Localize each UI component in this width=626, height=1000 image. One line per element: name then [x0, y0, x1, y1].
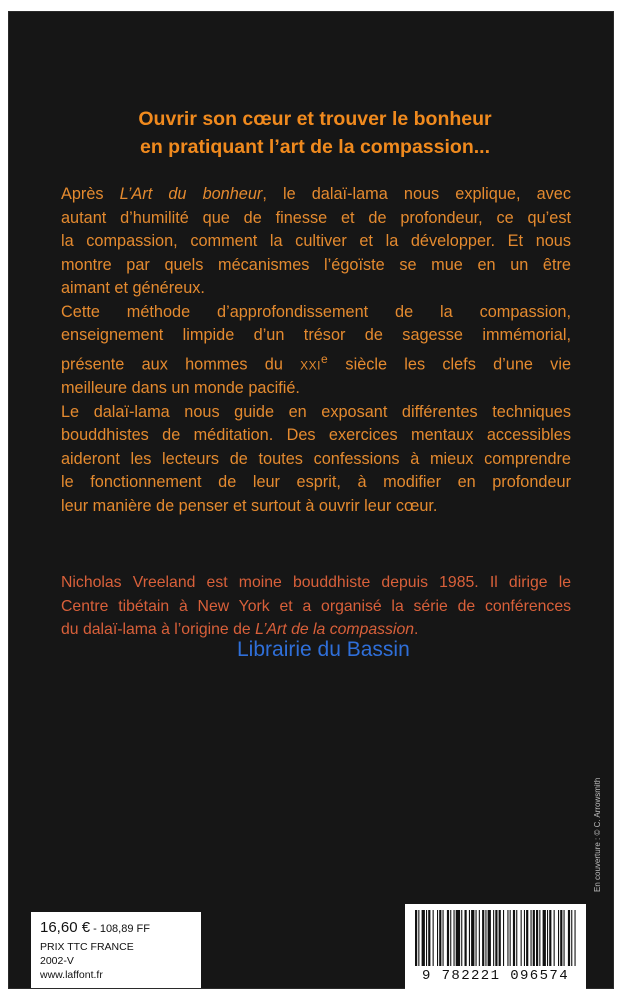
barcode-bar [493, 910, 494, 966]
barcode-bar [564, 910, 565, 966]
century-numeral: XXI [300, 357, 321, 372]
paragraph-3-line-2: bouddhistes de méditation. Des exercices mentaux accessibles [61, 426, 571, 445]
price-label: PRIX TTC FRANCE [40, 941, 134, 953]
author-line-2: Centre tibétain à New York et a organisé la série de conférences [61, 597, 571, 615]
barcode-bar [499, 910, 501, 966]
barcode-bar [456, 910, 460, 966]
barcode-bar [533, 910, 535, 966]
barcode-bar [554, 910, 555, 966]
barcode-bar [488, 910, 491, 966]
barcode-bar [521, 910, 522, 966]
barcode-bar [450, 910, 451, 966]
barcode-bar [443, 910, 444, 966]
paragraph-3-line-5: leur manière de penser et surtout à ouvrir leur cœur. [61, 496, 438, 515]
author-line-3: du dalaï-lama à l’origine de L’Art de la compassion. [61, 621, 419, 638]
barcode-bar [536, 910, 538, 966]
paragraph-2-line-1: Cette méthode d’approfondissement de la compassion, [61, 302, 571, 321]
price-sticker [31, 912, 201, 988]
barcode-bar [539, 910, 540, 966]
paragraph-3-line-3: aideront les lecteurs de toutes confessions à mieux comprendre [61, 449, 571, 468]
price-francs: - 108,89 FF [90, 923, 150, 935]
barcode-bar [543, 910, 546, 966]
barcode-bar [558, 910, 559, 966]
century-superscript: e [321, 351, 329, 366]
barcode-bar [415, 910, 417, 966]
barcode-bar [575, 910, 576, 966]
paragraph-1-line-1: Après L’Art du bonheur, le dalaï-lama nous explique, avec [61, 185, 571, 203]
barcode-bar [568, 910, 570, 966]
author-bio [61, 571, 571, 642]
paragraph-1 [61, 183, 571, 301]
barcode-bar [503, 910, 504, 966]
barcode-bar [531, 910, 532, 966]
barcode-bar [422, 910, 425, 966]
back-cover [9, 12, 613, 988]
barcode-bar [461, 910, 462, 966]
cover-credit: En couverture : © C. Arrowsmith [593, 777, 602, 892]
paragraph-3 [61, 401, 571, 519]
barcode-bar [479, 910, 480, 966]
barcode-digits: 9 782221 096574 [421, 968, 570, 984]
headline-line-2: en pratiquant l’art de la compassion... [140, 136, 490, 158]
paragraph-2-line-4: meilleure dans un monde pacifié. [61, 379, 300, 398]
barcode-bar [471, 910, 474, 966]
barcode-bar [507, 910, 508, 966]
paragraph-2-line-3: présente aux hommes du XXIe siècle les clefs d’une vie [61, 351, 571, 373]
paragraph-2 [61, 301, 571, 401]
barcode-bars [413, 910, 578, 970]
barcode-bar [495, 910, 497, 966]
author-line-1: Nicholas Vreeland est moine bouddhiste depuis 1985. Il dirige le [61, 574, 571, 591]
barcode-bar [549, 910, 551, 966]
price-code: 2002-V [40, 955, 74, 967]
paragraph-1-line-2: autant d’humilité que de finesse et de profondeur, ce qu’est [61, 208, 571, 227]
book-title-art-du-bonheur: L’Art du bonheur [119, 185, 263, 203]
barcode-bar [433, 910, 434, 966]
barcode-bar [526, 910, 528, 966]
paragraph-2-line-2: enseignement limpide d’un trésor de sagesse immémorial, [61, 326, 571, 344]
barcode-bar [476, 910, 477, 966]
publisher-website: www.laffont.fr [40, 969, 103, 981]
barcode-bar [547, 910, 548, 966]
paragraph-3-line-1: Le dalaï-lama nous guide en exposant différentes techniques [61, 402, 571, 421]
barcode-bar [524, 910, 525, 966]
barcode-bar [439, 910, 441, 966]
barcode-bar [513, 910, 515, 966]
bookseller-watermark: Librairie du Bassin [237, 638, 410, 661]
barcode-bar [465, 910, 467, 966]
barcode-bar [418, 910, 419, 966]
paragraph-1-line-4: montre par quels mécanismes l’égoïste se mue en un être [61, 255, 571, 274]
barcode-bar [510, 910, 511, 966]
barcode-label [405, 904, 586, 992]
barcode-bar [469, 910, 470, 966]
paragraph-1-line-3: la compassion, comment la cultiver et la développer. Et nous [61, 232, 571, 250]
barcode-bar [571, 910, 572, 966]
barcode-bar [560, 910, 562, 966]
barcode-bar [426, 910, 427, 966]
paragraph-3-line-4: le fonctionnement de leur esprit, à modifier en profondeur [61, 473, 571, 492]
book-title-art-de-la-compassion: L’Art de la compassion [255, 621, 415, 638]
barcode-bar [454, 910, 455, 966]
barcode-bar [437, 910, 438, 966]
price-line [40, 919, 150, 936]
headline-line-1: Ouvrir son cœur et trouver le bonheur [138, 108, 492, 130]
barcode-bar [447, 910, 449, 966]
blurb [61, 183, 571, 518]
barcode-bar [428, 910, 430, 966]
headline [65, 105, 565, 161]
barcode-bar [482, 910, 484, 966]
price-euro: 16,60 € [40, 919, 91, 936]
barcode-bar [516, 910, 517, 966]
paragraph-1-line-5: aimant et généreux. [61, 279, 205, 297]
barcode-bar [485, 910, 486, 966]
